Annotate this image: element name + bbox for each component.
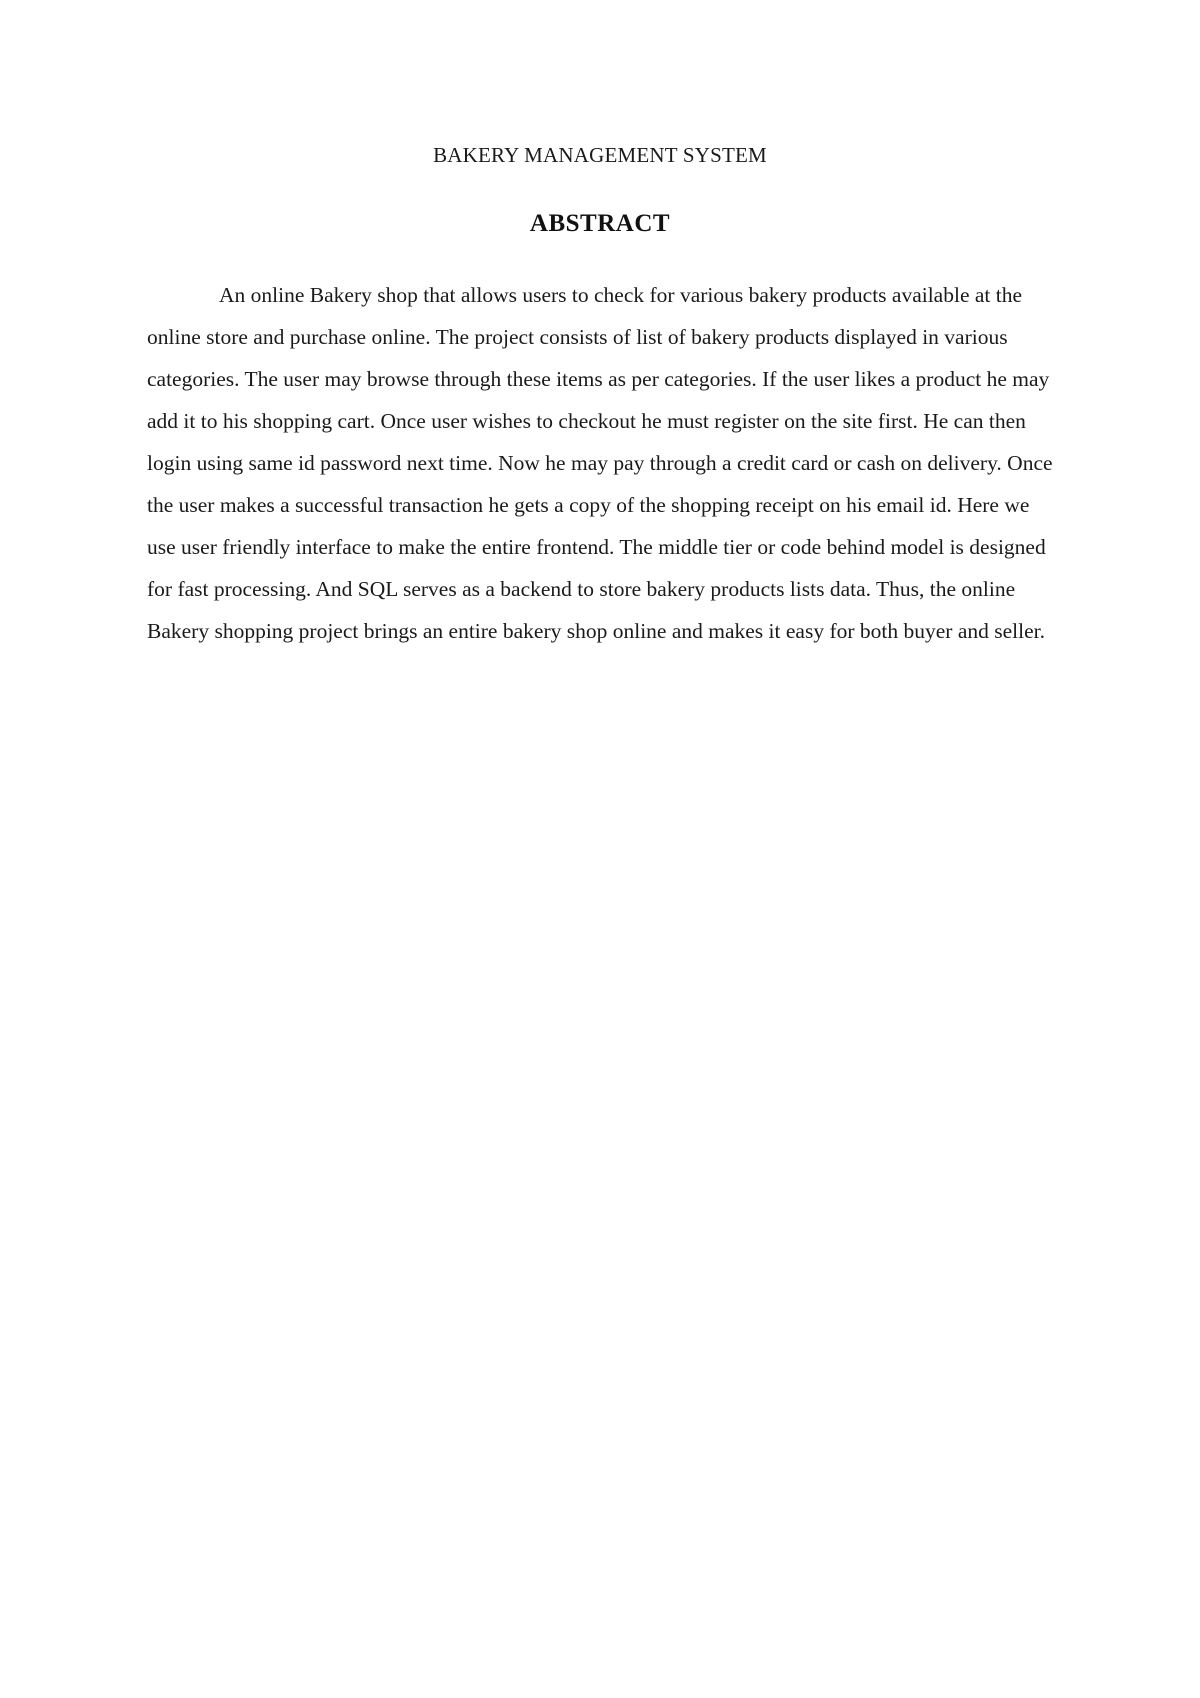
abstract-heading: ABSTRACT xyxy=(529,210,671,237)
abstract-paragraph: An online Bakery shop that allows users to check for various bakery products available at the online store and purchase online. The project consists of list of bakery products displayed in various categories. The user may browse through these items as per categories. If the user likes a product he may add it to his shopping cart. Once user wishes to checkout he must register on the site first. He can then login using same id password next time. Now he may pay through a credit card or cash on delivery. Once the user makes a successful transaction he gets a copy of the shopping receipt on his email id. Here we use user friendly interface to make the entire frontend. The middle tier or code behind model is designed for fast processing. And SQL serves as a backend to store bakery products lists data. Thus, the online Bakery shopping project brings an entire bakery shop online and makes it easy for both buyer and seller. xyxy=(147,283,1053,643)
document-title: BAKERY MANAGEMENT SYSTEM xyxy=(433,143,767,167)
